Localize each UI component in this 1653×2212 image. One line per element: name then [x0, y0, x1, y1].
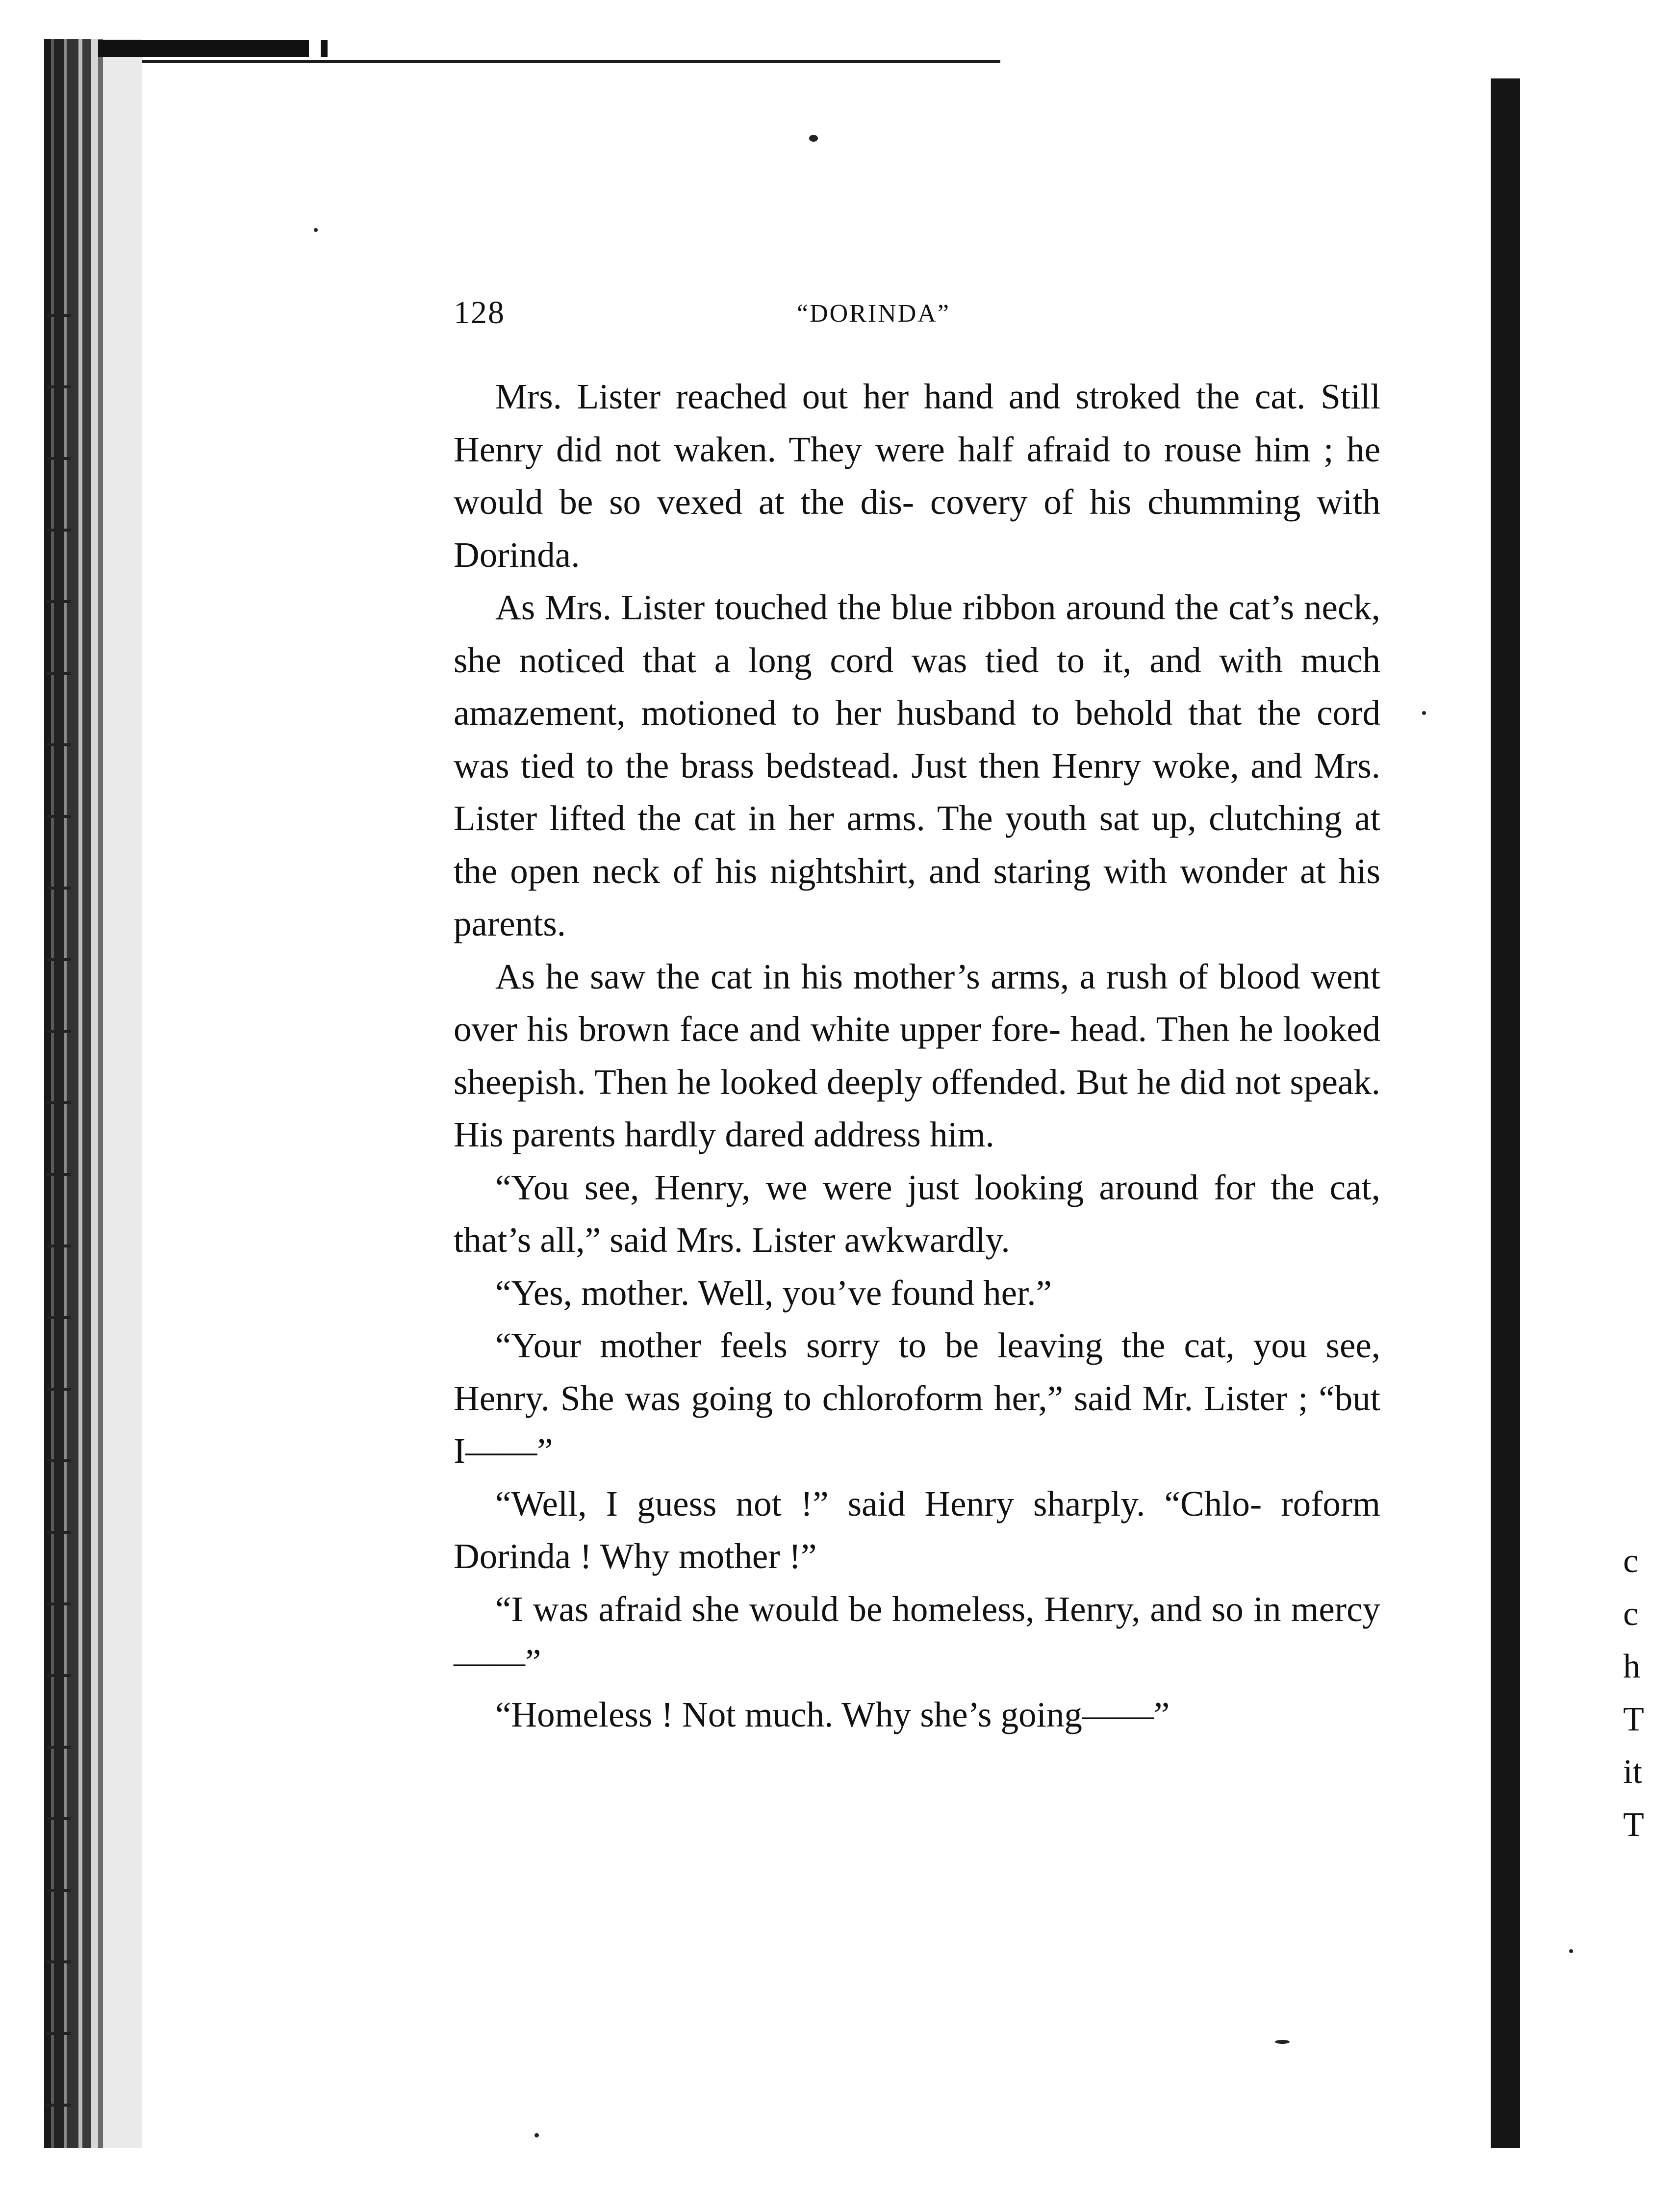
- scan-top-line: [142, 60, 1000, 63]
- paragraph: “I was afraid she would be homeless, Henry, and so in mercy——”: [454, 1589, 1380, 1681]
- paragraph: “Your mother feels sorry to be leaving the cat, you see, Henry. She was going to chloroform her,” said Mr. Lister ; “but I——”: [454, 1325, 1380, 1471]
- paragraph: “Homeless ! Not much. Why she’s going——”: [495, 1694, 1170, 1734]
- fragment-line: c: [1623, 1542, 1639, 1580]
- page-number: 128: [454, 295, 505, 331]
- scan-speck: [1569, 1949, 1573, 1953]
- paragraph: Mrs. Lister reached out her hand and stroked the cat. Still Henry did not waken. They were half afraid to rouse him ; he would be so vexed at the dis- covery of his chumming with Dorinda.: [454, 377, 1380, 575]
- running-title: “DORINDA”: [797, 300, 950, 328]
- fragment-line: h: [1623, 1648, 1640, 1685]
- scan-top-bar-mark: [321, 40, 328, 57]
- fragment-line: T: [1623, 1700, 1644, 1738]
- paragraph: “You see, Henry, we were just looking around for the cat, that’s all,” said Mrs. Lister awkwardly.: [454, 1167, 1380, 1260]
- paragraph: As Mrs. Lister touched the blue ribbon around the cat’s neck, she noticed that a long cord was tied to it, and with much amazement, motioned to her husband to behold that the cord was tied to the brass bedstead. Just then Henry woke, and Mrs. Lister lifted the cat in her arms. The youth sat up, clutching at the open neck of his nightshirt, and staring with wonder at his parents.: [454, 587, 1380, 943]
- scan-left-ticks: [47, 245, 71, 2109]
- facing-page-fragments: [1623, 1535, 1653, 1851]
- page-header: [454, 294, 1380, 343]
- body-text: [454, 370, 1380, 1741]
- fragment-line: c: [1623, 1595, 1639, 1633]
- scan-speck: [314, 228, 318, 232]
- fragment-line: T: [1623, 1805, 1644, 1844]
- scan-speck: [1422, 711, 1426, 715]
- paragraph: “Well, I guess not !” said Henry sharply. “Chlo- roform Dorinda ! Why mother !”: [454, 1483, 1380, 1576]
- scan-speck: [534, 2133, 539, 2137]
- scan-speck: [809, 135, 818, 142]
- scan-right-bar: [1491, 78, 1520, 2148]
- paragraph: As he saw the cat in his mother’s arms, a rush of blood went over his brown face and white upper fore- head. Then he looked sheepish. Then he looked deeply offended. But he did not speak. His parents hardly dared address him.: [454, 956, 1380, 1154]
- scan-top-bar: [98, 40, 309, 57]
- fragment-line: it: [1623, 1753, 1642, 1791]
- paragraph: “Yes, mother. Well, you’ve found her.”: [495, 1272, 1052, 1313]
- scan-speck: [1275, 2040, 1290, 2044]
